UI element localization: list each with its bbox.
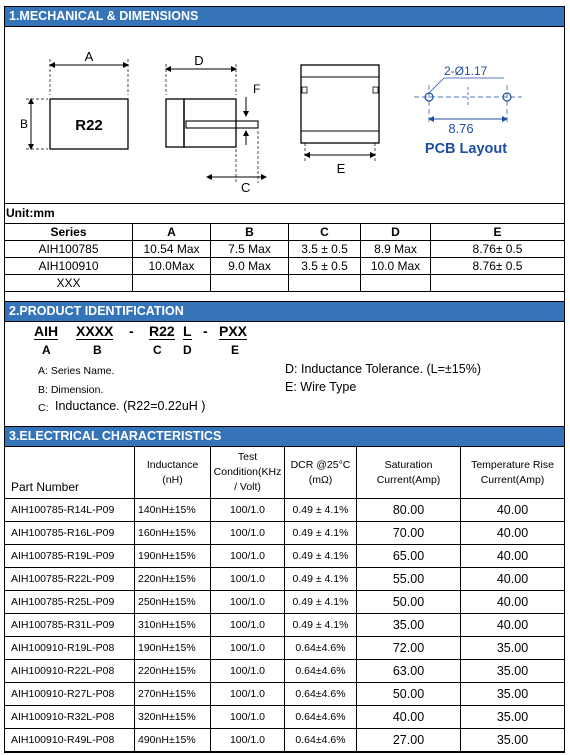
cell: 9.0 Max	[211, 258, 289, 275]
test-condition-cell: 100/1.0	[211, 568, 285, 591]
part-number-cell: AIH100910-R32L-P08	[5, 706, 135, 729]
header-line: / Volt)	[234, 481, 261, 493]
part-number-cell: AIH100910-R22L-P08	[5, 660, 135, 683]
cell: 8.76± 0.5	[431, 241, 565, 258]
part-number-cell: AIH100785-R31L-P09	[5, 614, 135, 637]
header-test-condition	[211, 447, 285, 499]
header-line: Current(Amp)	[376, 473, 441, 486]
cell: 10.0 Max	[361, 258, 431, 275]
header-cell: C	[289, 224, 361, 241]
test-condition-cell: 100/1.0	[211, 545, 285, 568]
table-row	[5, 522, 565, 545]
temp-rise-cell: 35.00	[461, 637, 565, 660]
inductance-cell: 490nH±15%	[135, 729, 211, 752]
legend-dimension: B: Dimension.	[38, 384, 104, 396]
bottom-view	[301, 65, 379, 176]
code-part-dimension: XXXX	[76, 323, 114, 339]
test-condition-cell: 100/1.0	[211, 729, 285, 752]
table-row	[5, 275, 565, 292]
cell	[133, 275, 211, 292]
temp-rise-cell: 40.00	[461, 568, 565, 591]
header-line: DCR @25°C	[290, 458, 351, 471]
section-identification-header	[4, 301, 565, 322]
cell: 10.0Max	[133, 258, 211, 275]
part-number-cell: AIH100785-R14L-P09	[5, 499, 135, 522]
header-cell: D	[361, 224, 431, 241]
dimensions-table	[4, 223, 565, 292]
cell: 10.54 Max	[133, 241, 211, 258]
table-row	[5, 258, 565, 275]
temp-rise-cell: 35.00	[461, 683, 565, 706]
part-number-cell: AIH100785-R19L-P09	[5, 545, 135, 568]
divider	[4, 203, 565, 204]
table-row	[5, 637, 565, 660]
header-line: Temperature Rise	[471, 458, 554, 471]
header-cell: E	[431, 224, 565, 241]
inductance-cell: 310nH±15%	[135, 614, 211, 637]
cell	[431, 275, 565, 292]
header-line: Inductance	[146, 458, 199, 471]
inductance-cell: 320nH±15%	[135, 706, 211, 729]
dim-label-f: F	[253, 82, 261, 96]
temp-rise-cell: 40.00	[461, 545, 565, 568]
saturation-cell: 40.00	[357, 706, 461, 729]
inductance-cell: 220nH±15%	[135, 568, 211, 591]
test-condition-cell: 100/1.0	[211, 706, 285, 729]
code-part-series: AIH	[34, 323, 59, 339]
code-letter: B	[93, 343, 102, 357]
section-title: 2.PRODUCT IDENTIFICATION	[9, 304, 184, 318]
test-condition-cell: 100/1.0	[211, 614, 285, 637]
dcr-cell: 0.64±4.6%	[285, 706, 357, 729]
saturation-cell: 27.00	[357, 729, 461, 752]
header-cell: Series	[5, 224, 133, 241]
header-line: Saturation	[384, 458, 433, 471]
temp-rise-cell: 40.00	[461, 499, 565, 522]
table-row	[5, 568, 565, 591]
test-condition-cell: 100/1.0	[211, 499, 285, 522]
section-mechanical-header	[4, 6, 565, 27]
test-condition-cell: 100/1.0	[211, 591, 285, 614]
cell	[211, 275, 289, 292]
dcr-cell: 0.64±4.6%	[285, 729, 357, 752]
inductance-cell: 250nH±15%	[135, 591, 211, 614]
unit-label: Unit:mm	[6, 206, 55, 220]
pcb-pitch-label: 8.76	[448, 121, 474, 136]
table-row	[5, 545, 565, 568]
saturation-cell: 50.00	[357, 591, 461, 614]
code-part-inductance: R22	[149, 323, 175, 339]
inductance-cell: 270nH±15%	[135, 683, 211, 706]
header-saturation	[357, 447, 461, 499]
electrical-table-body	[5, 499, 565, 752]
temp-rise-cell: 40.00	[461, 591, 565, 614]
part-number-cell: AIH100910-R19L-P08	[5, 637, 135, 660]
pcb-holes-label: 2-Ø1.17	[444, 64, 488, 78]
cell: 7.5 Max	[211, 241, 289, 258]
dim-label-a: A	[84, 49, 94, 64]
pcb-layout	[414, 64, 522, 157]
saturation-cell: 55.00	[357, 568, 461, 591]
saturation-cell: 80.00	[357, 499, 461, 522]
side-view	[166, 53, 266, 195]
table-row	[5, 614, 565, 637]
dcr-cell: 0.49 ± 4.1%	[285, 614, 357, 637]
inductance-cell: 160nH±15%	[135, 522, 211, 545]
table-row	[5, 499, 565, 522]
part-number-cell: AIH100785-R16L-P09	[5, 522, 135, 545]
header-cell: A	[133, 224, 211, 241]
temp-rise-cell: 35.00	[461, 729, 565, 752]
mechanical-drawing	[4, 27, 565, 202]
table-header-row	[5, 224, 565, 241]
cell: 3.5 ± 0.5	[289, 258, 361, 275]
inductance-cell: 190nH±15%	[135, 545, 211, 568]
table-row	[5, 241, 565, 258]
electrical-table	[4, 446, 565, 752]
part-number-cell: AIH100785-R25L-P09	[5, 591, 135, 614]
section-title: 1.MECHANICAL & DIMENSIONS	[9, 9, 199, 23]
saturation-cell: 63.00	[357, 660, 461, 683]
saturation-cell: 35.00	[357, 614, 461, 637]
temp-rise-cell: 40.00	[461, 614, 565, 637]
legend-wire-type: E: Wire Type	[285, 380, 357, 394]
section-title: 3.ELECTRICAL CHARACTERISTICS	[9, 429, 222, 443]
dim-label-b: B	[20, 117, 29, 131]
header-line: Test	[237, 451, 258, 463]
header-part-number: Part Number	[5, 447, 135, 499]
saturation-cell: 65.00	[357, 545, 461, 568]
legend-series: A: Series Name.	[38, 365, 115, 377]
part-number-cell: AIH100785-R22L-P09	[5, 568, 135, 591]
code-separator: -	[203, 323, 208, 339]
dcr-cell: 0.49 ± 4.1%	[285, 591, 357, 614]
dcr-cell: 0.64±4.6%	[285, 660, 357, 683]
header-cell: B	[211, 224, 289, 241]
saturation-cell: 72.00	[357, 637, 461, 660]
cell: 3.5 ± 0.5	[289, 241, 361, 258]
test-condition-cell: 100/1.0	[211, 683, 285, 706]
dim-label-e: E	[336, 161, 346, 176]
cell: AIH100785	[5, 241, 133, 258]
cell: 8.76± 0.5	[431, 258, 565, 275]
saturation-cell: 50.00	[357, 683, 461, 706]
cell: 8.9 Max	[361, 241, 431, 258]
header-line: Condition(KHz	[213, 466, 282, 478]
saturation-cell: 70.00	[357, 522, 461, 545]
part-number-cell: AIH100910-R27L-P08	[5, 683, 135, 706]
front-marking: R22	[75, 117, 103, 134]
table-row	[5, 660, 565, 683]
temp-rise-cell: 40.00	[461, 522, 565, 545]
code-part-wire: PXX	[219, 323, 248, 339]
dcr-cell: 0.64±4.6%	[285, 637, 357, 660]
test-condition-cell: 100/1.0	[211, 660, 285, 683]
front-view	[20, 49, 128, 149]
table-row	[5, 706, 565, 729]
dim-label-d: D	[194, 53, 204, 68]
header-line: (mΩ)	[308, 473, 333, 486]
temp-rise-cell: 35.00	[461, 706, 565, 729]
cell	[361, 275, 431, 292]
code-letter: D	[183, 343, 192, 357]
code-part-tolerance: L	[183, 323, 192, 339]
test-condition-cell: 100/1.0	[211, 522, 285, 545]
legend-inductance-prefix: C:	[38, 402, 49, 414]
code-letter: C	[153, 343, 162, 357]
inductance-cell: 190nH±15%	[135, 637, 211, 660]
cell: AIH100910	[5, 258, 133, 275]
table-row	[5, 683, 565, 706]
inductance-cell: 220nH±15%	[135, 660, 211, 683]
table-header-row	[5, 447, 565, 499]
dcr-cell: 0.49 ± 4.1%	[285, 499, 357, 522]
part-number-cell: AIH100910-R49L-P08	[5, 729, 135, 752]
code-letter: A	[42, 343, 51, 357]
header-line: (nH)	[162, 473, 183, 486]
dcr-cell: 0.64±4.6%	[285, 683, 357, 706]
pcb-title: PCB Layout	[424, 141, 508, 157]
code-letter: E	[231, 343, 240, 357]
table-row	[5, 729, 565, 752]
table-row	[5, 591, 565, 614]
inductance-cell: 140nH±15%	[135, 499, 211, 522]
code-separator: -	[129, 323, 134, 339]
dcr-cell: 0.49 ± 4.1%	[285, 545, 357, 568]
header-dcr	[285, 447, 357, 499]
header-inductance	[135, 447, 211, 499]
legend-inductance: Inductance. (R22=0.22uH )	[55, 399, 206, 413]
dcr-cell: 0.49 ± 4.1%	[285, 568, 357, 591]
temp-rise-cell: 35.00	[461, 660, 565, 683]
dcr-cell: 0.49 ± 4.1%	[285, 522, 357, 545]
cell	[289, 275, 361, 292]
dim-label-c: C	[241, 180, 251, 195]
header-line: Current(Amp)	[480, 473, 545, 486]
header-temp-rise	[461, 447, 565, 499]
section-electrical-header	[4, 426, 565, 447]
cell: XXX	[5, 275, 133, 292]
test-condition-cell: 100/1.0	[211, 637, 285, 660]
legend-tolerance: D: Inductance Tolerance. (L=±15%)	[285, 362, 481, 376]
